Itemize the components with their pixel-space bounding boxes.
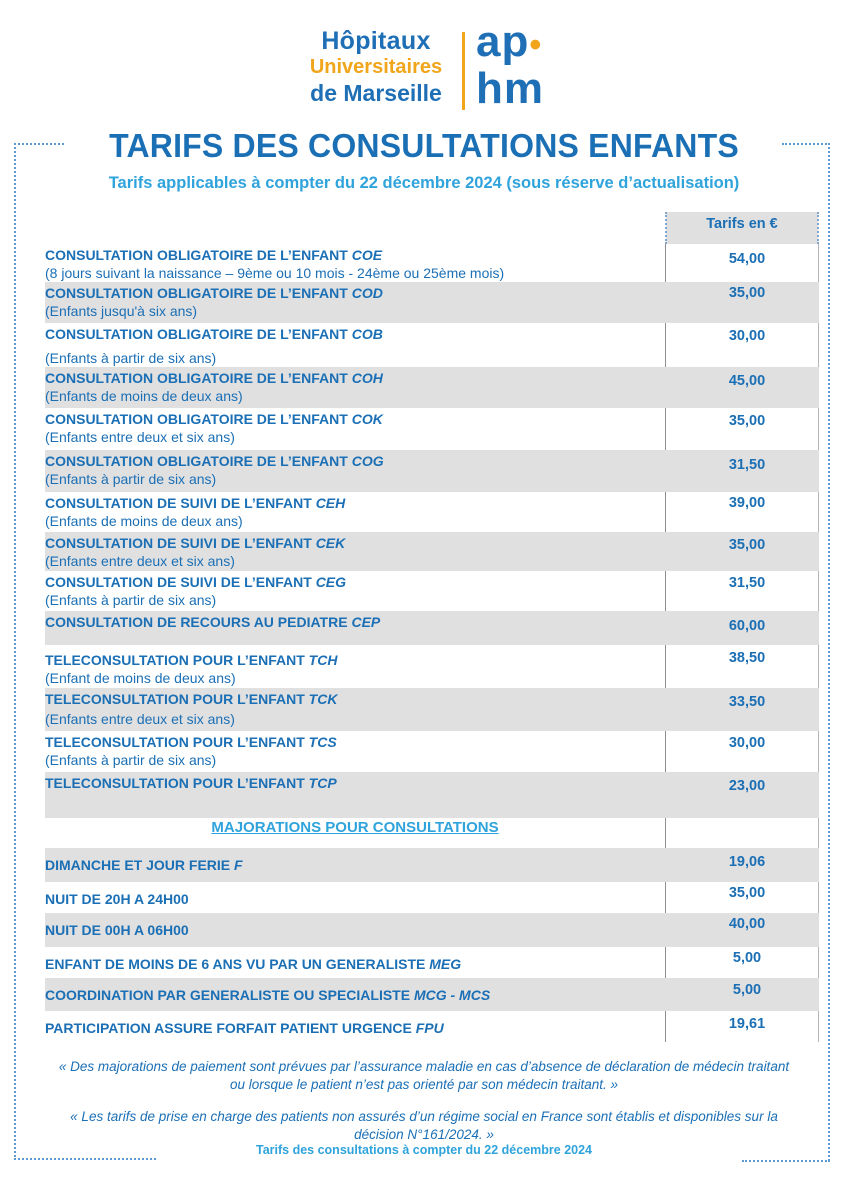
row-title-text: ENFANT DE MOINS DE 6 ANS VU PAR UN GENERALISTE: [45, 956, 426, 972]
row-label: [45, 774, 660, 792]
consultation-row: [45, 492, 819, 532]
price-value: 40,00: [728, 916, 766, 932]
majoration-row: [45, 848, 819, 882]
consultation-row: [45, 367, 819, 408]
row-title-text: CONSULTATION DE SUIVI DE L’ENFANT: [45, 574, 312, 590]
tariff-code: CEP: [351, 614, 381, 630]
page-subtitle: Tarifs applicables à compter du 22 décembre 2024 (sous réserve d’actualisation): [108, 174, 740, 192]
consultation-row: [45, 731, 819, 772]
row-title-text: NUIT DE 00H A 06H00: [45, 922, 189, 938]
tariff-code: TCP: [308, 775, 337, 791]
row-title: [45, 733, 660, 751]
row-title: [45, 284, 660, 302]
price-value: 31,50: [728, 457, 766, 473]
row-label: [45, 452, 660, 489]
note-non-assures: « Les tarifs de prise en charge des patients non assurés d’un régime social en France sont établis et disponibles sur la décision N°161/2024. »: [70, 1109, 778, 1142]
price-value: 35,00: [728, 885, 766, 901]
tariff-code: MEG: [429, 956, 462, 972]
price-value: 39,00: [728, 495, 766, 511]
row-title: [45, 774, 660, 792]
logo-mark-hm: hm: [476, 64, 544, 113]
row-title-text: COORDINATION PAR GENERALISTE OU SPECIALISTE: [45, 987, 411, 1003]
consultation-row: [45, 571, 819, 611]
footer: Tarifs des consultations à compter du 22 décembre 2024: [256, 1143, 592, 1157]
row-title-text: TELECONSULTATION POUR L’ENFANT: [45, 691, 305, 707]
row-label: [45, 856, 660, 874]
row-title: [45, 921, 660, 939]
consultation-row: [45, 532, 819, 571]
row-label: [45, 369, 660, 406]
price-value: 31,50: [728, 575, 766, 591]
row-detail: (Enfants jusqu'à six ans): [45, 303, 198, 319]
row-label: [45, 921, 660, 939]
tariff-code: FPU: [415, 1020, 444, 1036]
majoration-row: [45, 882, 819, 913]
price-value: 19,61: [728, 1016, 766, 1032]
price-value: 33,50: [728, 694, 766, 710]
row-label: [45, 733, 660, 770]
tariff-code: CEK: [315, 535, 346, 551]
majorations-title: MAJORATIONS POUR CONSULTATIONS: [211, 819, 499, 836]
row-title-text: NUIT DE 20H A 24H00: [45, 891, 189, 907]
consultation-row: [45, 408, 819, 450]
row-label: [45, 494, 660, 531]
row-title: [45, 573, 660, 591]
row-detail: (Enfants entre deux et six ans): [45, 553, 235, 569]
tariff-code: TCH: [308, 652, 338, 668]
frame-border: [828, 143, 830, 1161]
row-detail: (Enfants entre deux et six ans): [45, 711, 235, 727]
consultation-row: [45, 282, 819, 323]
row-title-text: CONSULTATION OBLIGATOIRE DE L’ENFANT: [45, 370, 348, 386]
row-label: [45, 986, 660, 1004]
row-title-text: CONSULTATION OBLIGATOIRE DE L’ENFANT: [45, 411, 348, 427]
tariff-code: COB: [351, 326, 383, 342]
majoration-row: [45, 913, 819, 947]
price-value: 30,00: [728, 328, 766, 344]
row-detail: (Enfants à partir de six ans): [45, 752, 217, 768]
row-title-text: CONSULTATION DE SUIVI DE L’ENFANT: [45, 535, 312, 551]
row-detail: (Enfants à partir de six ans): [45, 471, 217, 487]
logo-mark: [476, 17, 544, 113]
consultation-row: [45, 244, 819, 282]
aphm-logo: [296, 17, 566, 114]
row-title-text: CONSULTATION OBLIGATOIRE DE L’ENFANT: [45, 453, 348, 469]
price-value: 54,00: [728, 251, 766, 267]
row-title: [45, 613, 660, 631]
tariff-code: COH: [351, 370, 383, 386]
tariff-code: MCG - MCS: [413, 987, 491, 1003]
row-detail: (Enfants à partir de six ans): [45, 592, 217, 608]
frame-border: [742, 1160, 830, 1162]
row-title: [45, 690, 660, 708]
row-label: [45, 890, 660, 908]
price-value: 19,06: [728, 854, 766, 870]
price-value: 35,00: [728, 413, 766, 429]
consultation-row: [45, 772, 819, 818]
row-label: [45, 573, 660, 610]
row-title-text: TELECONSULTATION POUR L’ENFANT: [45, 734, 305, 750]
logo-line-2: Universitaires: [309, 56, 443, 78]
tariff-code: F: [234, 857, 243, 873]
frame-border: [14, 143, 16, 1157]
row-title: [45, 534, 660, 552]
price-column-header: Tarifs en €: [666, 212, 818, 244]
row-label: [45, 690, 660, 729]
logo-mark-ap: ap: [476, 17, 530, 66]
tariff-code: COE: [351, 247, 383, 263]
row-detail: (Enfant de moins de deux ans): [45, 670, 236, 686]
row-detail: (Enfants à partir de six ans): [45, 350, 217, 366]
logo-wordmark: [296, 28, 456, 106]
tariff-code: CEH: [315, 495, 346, 511]
majoration-row: [45, 947, 819, 978]
price-value: 35,00: [728, 537, 766, 553]
price-value: 5,00: [732, 950, 762, 966]
row-label: [45, 613, 660, 631]
tariff-code: TCS: [308, 734, 337, 750]
row-title-text: CONSULTATION OBLIGATOIRE DE L’ENFANT: [45, 285, 348, 301]
row-detail: (Enfants entre deux et six ans): [45, 429, 235, 445]
row-title-text: TELECONSULTATION POUR L’ENFANT: [45, 775, 305, 791]
row-title-text: CONSULTATION DE SUIVI DE L’ENFANT: [45, 495, 312, 511]
row-detail: (Enfants de moins de deux ans): [45, 513, 243, 529]
price-value: 30,00: [728, 735, 766, 751]
tariff-code: CEG: [315, 574, 347, 590]
row-title-text: DIMANCHE ET JOUR FERIE: [45, 857, 231, 873]
price-value: 45,00: [728, 373, 766, 389]
frame-border: [14, 1158, 156, 1160]
row-title: [45, 890, 660, 908]
row-label: [45, 284, 660, 321]
tariff-code: COK: [351, 411, 383, 427]
price-value: 60,00: [728, 618, 766, 634]
row-title-text: PARTICIPATION ASSURE FORFAIT PATIENT URGENCE: [45, 1020, 412, 1036]
row-title: [45, 1019, 660, 1037]
row-title: [45, 955, 660, 973]
row-title-text: CONSULTATION OBLIGATOIRE DE L’ENFANT: [45, 247, 348, 263]
logo-dot-icon: •: [529, 26, 543, 64]
row-title: [45, 410, 660, 428]
row-detail: (Enfants de moins de deux ans): [45, 388, 243, 404]
row-label: [45, 1019, 660, 1037]
consultation-row: [45, 450, 819, 492]
row-label: [45, 651, 660, 688]
tariff-code: COD: [351, 285, 383, 301]
majoration-row: [45, 1011, 819, 1042]
row-title: [45, 452, 660, 470]
majoration-row: [45, 978, 819, 1011]
consultation-row: [45, 323, 819, 367]
row-title: [45, 856, 660, 874]
note-majorations: « Des majorations de paiement sont prévues par l’assurance maladie en cas d’absence de déclaration de médecin traitant ou lorsque le patient n’est pas orienté par son médecin traitant. »: [58, 1059, 790, 1092]
price-value: 35,00: [728, 285, 766, 301]
row-label: [45, 325, 660, 368]
tariff-code: COG: [351, 453, 384, 469]
price-value: 23,00: [728, 778, 766, 794]
row-label: [45, 410, 660, 447]
row-title: [45, 369, 660, 387]
row-title: [45, 986, 660, 1004]
row-title: [45, 325, 660, 343]
consultation-row: [45, 688, 819, 731]
page-title: TARIFS DES CONSULTATIONS ENFANTS: [109, 127, 739, 164]
row-title: [45, 651, 660, 669]
row-label: [45, 955, 660, 973]
logo-divider: [462, 32, 465, 110]
price-value: 38,50: [728, 650, 766, 666]
row-title-text: CONSULTATION OBLIGATOIRE DE L’ENFANT: [45, 326, 348, 342]
tariff-code: TCK: [308, 691, 338, 707]
consultation-row: [45, 645, 819, 688]
consultation-row: [45, 611, 819, 645]
row-title-text: TELECONSULTATION POUR L’ENFANT: [45, 652, 305, 668]
logo-line-3: de Marseille: [310, 80, 442, 106]
row-label: [45, 534, 660, 571]
price-value: 5,00: [732, 982, 762, 998]
logo-line-1: Hôpitaux: [321, 27, 431, 55]
row-title: [45, 494, 660, 512]
row-title-text: CONSULTATION DE RECOURS AU PEDIATRE: [45, 614, 348, 630]
row-label: [45, 246, 660, 283]
row-title: [45, 246, 660, 264]
row-detail: (8 jours suivant la naissance – 9ème ou 10 mois - 24ème ou 25ème mois): [45, 265, 505, 281]
